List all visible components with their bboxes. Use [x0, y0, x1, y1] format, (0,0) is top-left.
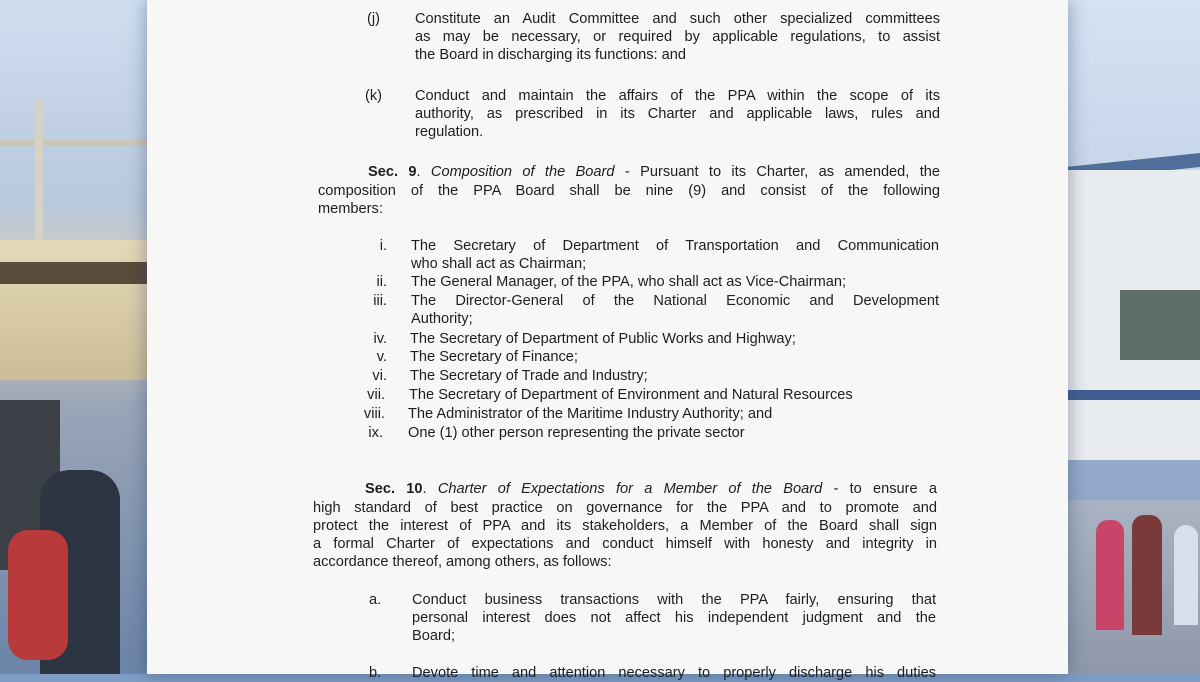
sec10-title: Charter of Expectations for a Member of the Board [437, 481, 823, 497]
member-text: One (1) other person representing the private sector [408, 425, 745, 441]
background-photo-left [0, 0, 150, 674]
item-j-line: Constitute an Audit Committee and such other specialized committees [415, 11, 940, 27]
member-text: The Secretary of Department of Environment and Natural Resources [409, 387, 853, 403]
item-label-a: a. [369, 592, 382, 608]
ship-mast [35, 100, 43, 250]
item-k-line: authority, as prescribed in its Charter and applicable laws, rules and [415, 106, 940, 122]
sec9-number: Sec. 9 [368, 164, 417, 180]
sec9-title: Composition of the Board [430, 164, 615, 180]
sec9-line: members: [318, 201, 383, 217]
ship-crane [0, 140, 150, 146]
member-text: The Director-General of the National Economic and Development [411, 293, 939, 309]
ship-deck [0, 240, 150, 380]
sec10-number: Sec. 10 [365, 481, 423, 497]
member-number: iii. [373, 293, 387, 309]
member-number: v. [376, 349, 387, 365]
sec10-line: high standard of best practice on governance for the PPA and to promote and [313, 500, 937, 516]
item-k-line: Conduct and maintain the affairs of the PPA within the scope of its [415, 88, 940, 104]
passenger-child [1096, 520, 1124, 630]
item-a-line: Board; [412, 628, 455, 644]
item-label-b: b. [369, 665, 382, 681]
sec10-line: a formal Charter of expectations and conduct himself with honesty and integrity in [313, 536, 937, 552]
background-photo-right [1066, 0, 1200, 674]
sec9-line: composition of the PPA Board shall be nine (9) and consist of the following [318, 183, 940, 199]
sec10-intro: - to ensure a [833, 481, 938, 497]
sec9-heading-line: Sec. 9. Composition of the Board - Pursuant to its Charter, as amended, the [368, 164, 940, 180]
member-number: viii. [363, 406, 385, 422]
item-j-line: the Board in discharging its functions: and [415, 47, 686, 63]
member-number: ii. [376, 274, 387, 290]
member-number: vii. [367, 387, 385, 403]
item-j-line: as may be necessary, or required by applicable regulations, to assist [415, 29, 940, 45]
building-canopy [1066, 390, 1200, 400]
red-backpack [8, 530, 68, 660]
member-text: The Secretary of Department of Public Works and Highway; [410, 331, 796, 347]
item-b-line: Devote time and attention necessary to properly discharge his duties [412, 665, 936, 681]
building-window [1120, 290, 1200, 360]
member-text: Authority; [411, 311, 473, 327]
sec10-heading-line: Sec. 10. Charter of Expectations for a Member of the Board - to ensure a [365, 481, 938, 497]
member-text: The General Manager, of the PPA, who shall act as Vice-Chairman; [411, 274, 847, 290]
member-text: The Secretary of Department of Transportation and Communication [411, 238, 939, 254]
member-text: The Secretary of Finance; [410, 349, 578, 365]
sec9-intro: - Pursuant to its Charter, as amended, the [624, 164, 940, 180]
member-text: who shall act as Chairman; [411, 256, 587, 272]
member-number: i. [379, 238, 387, 254]
item-a-line: personal interest does not affect his independent judgment and the [412, 610, 936, 626]
member-number: vi. [372, 368, 387, 384]
sec10-line: protect the interest of PPA and its stakeholders, a Member of the Board shall sign [313, 518, 937, 534]
member-text: The Administrator of the Maritime Industry Authority; and [408, 406, 773, 422]
ship-band [0, 262, 150, 284]
item-a-line: Conduct business transactions with the PPA fairly, ensuring that [412, 592, 936, 608]
member-number: ix. [368, 425, 383, 441]
sec10-line: accordance thereof, among others, as follows: [313, 554, 612, 570]
item-k-line: regulation. [415, 124, 484, 140]
item-label-j: (j) [367, 11, 380, 27]
item-label-k: (k) [365, 88, 383, 104]
passenger-child [1132, 515, 1162, 635]
member-text: The Secretary of Trade and Industry; [410, 368, 648, 384]
document-page [147, 0, 1068, 681]
passenger-child [1174, 525, 1198, 625]
member-number: iv. [373, 331, 387, 347]
